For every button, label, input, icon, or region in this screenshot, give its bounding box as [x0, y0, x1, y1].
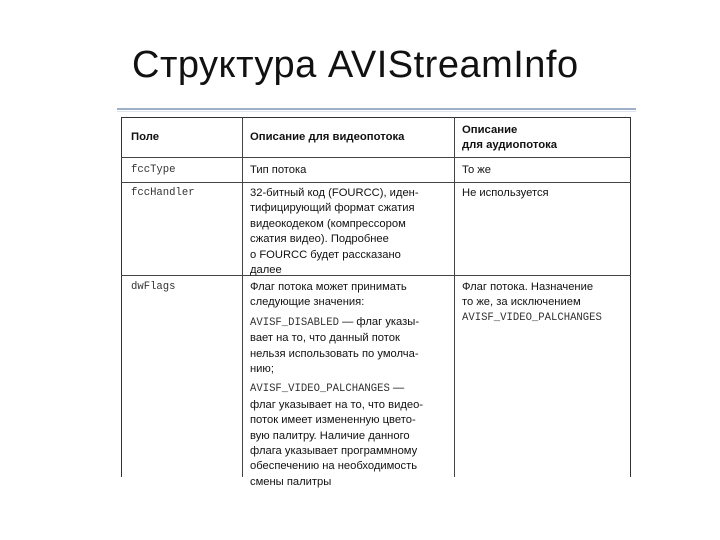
- text-line: Флаг потока может принимать: [250, 281, 407, 293]
- text-fragment: —: [389, 382, 405, 395]
- text-line: флага указывает программному: [250, 445, 418, 458]
- text-line: Флаг потока. Назначение: [462, 281, 594, 293]
- row-audio: То же: [462, 164, 491, 176]
- text-line: 32-битный код (FOURCC), иден-: [250, 187, 419, 199]
- table-border-left: [121, 117, 122, 477]
- title-underline-shadow: [117, 111, 636, 112]
- header-audio-line1: Описание: [462, 124, 518, 136]
- text-line: поток имеет измененную цвето-: [250, 414, 416, 427]
- text-line: о FOURCC будет рассказано: [250, 248, 401, 261]
- text-line: видеокодеком (компрессором: [250, 217, 406, 230]
- text-line: тифицирующий формат сжатия: [250, 202, 415, 215]
- flag-constant: AVISF_VIDEO_PALCHANGES: [462, 311, 602, 324]
- text-line: то же, за исключением: [462, 296, 581, 309]
- row-video: [250, 280, 423, 490]
- row-divider: [121, 182, 631, 183]
- table-border-top: [121, 117, 631, 118]
- text-line: сжатия видео). Подробнее: [250, 233, 389, 246]
- row-audio: [462, 280, 602, 326]
- text-fragment: — флаг указы-: [339, 315, 420, 328]
- header-audio-line2: для аудиопотока: [462, 139, 558, 151]
- text-line: нельзя использовать по умолча-: [250, 347, 419, 360]
- header-video: Описание для видеопотока: [250, 131, 405, 143]
- row-field: dwFlags: [131, 281, 176, 293]
- text-line: флаг указывает на то, что видео-: [250, 398, 424, 411]
- text-line: смены палитры: [250, 475, 332, 488]
- row-audio: Не используется: [462, 187, 549, 199]
- text-line: нию;: [250, 363, 274, 376]
- text-line: далее: [250, 264, 282, 277]
- title-underline: [117, 108, 636, 110]
- flag-constant: AVISF_VIDEO_PALCHANGES: [250, 383, 390, 396]
- text-line: вую палитру. Наличие данного: [250, 429, 410, 442]
- row-video: [250, 186, 419, 278]
- slide-title: Структура AVIStreamInfo: [132, 44, 579, 86]
- text-line: [250, 381, 423, 397]
- row-video: Тип потока: [250, 164, 307, 176]
- row-field: fccHandler: [131, 187, 195, 199]
- header-field: Поле: [131, 131, 160, 143]
- row-divider: [121, 157, 631, 158]
- flag-constant: AVISF_DISABLED: [250, 316, 340, 329]
- text-line: обеспечению на необходимость: [250, 460, 418, 473]
- text-line: следующие значения:: [250, 296, 365, 309]
- text-line: вает на то, что данный поток: [250, 332, 400, 345]
- column-divider: [242, 117, 243, 477]
- text-line: [250, 315, 423, 331]
- row-field: fccType: [131, 164, 176, 176]
- table-border-right: [630, 117, 631, 477]
- column-divider: [454, 117, 455, 477]
